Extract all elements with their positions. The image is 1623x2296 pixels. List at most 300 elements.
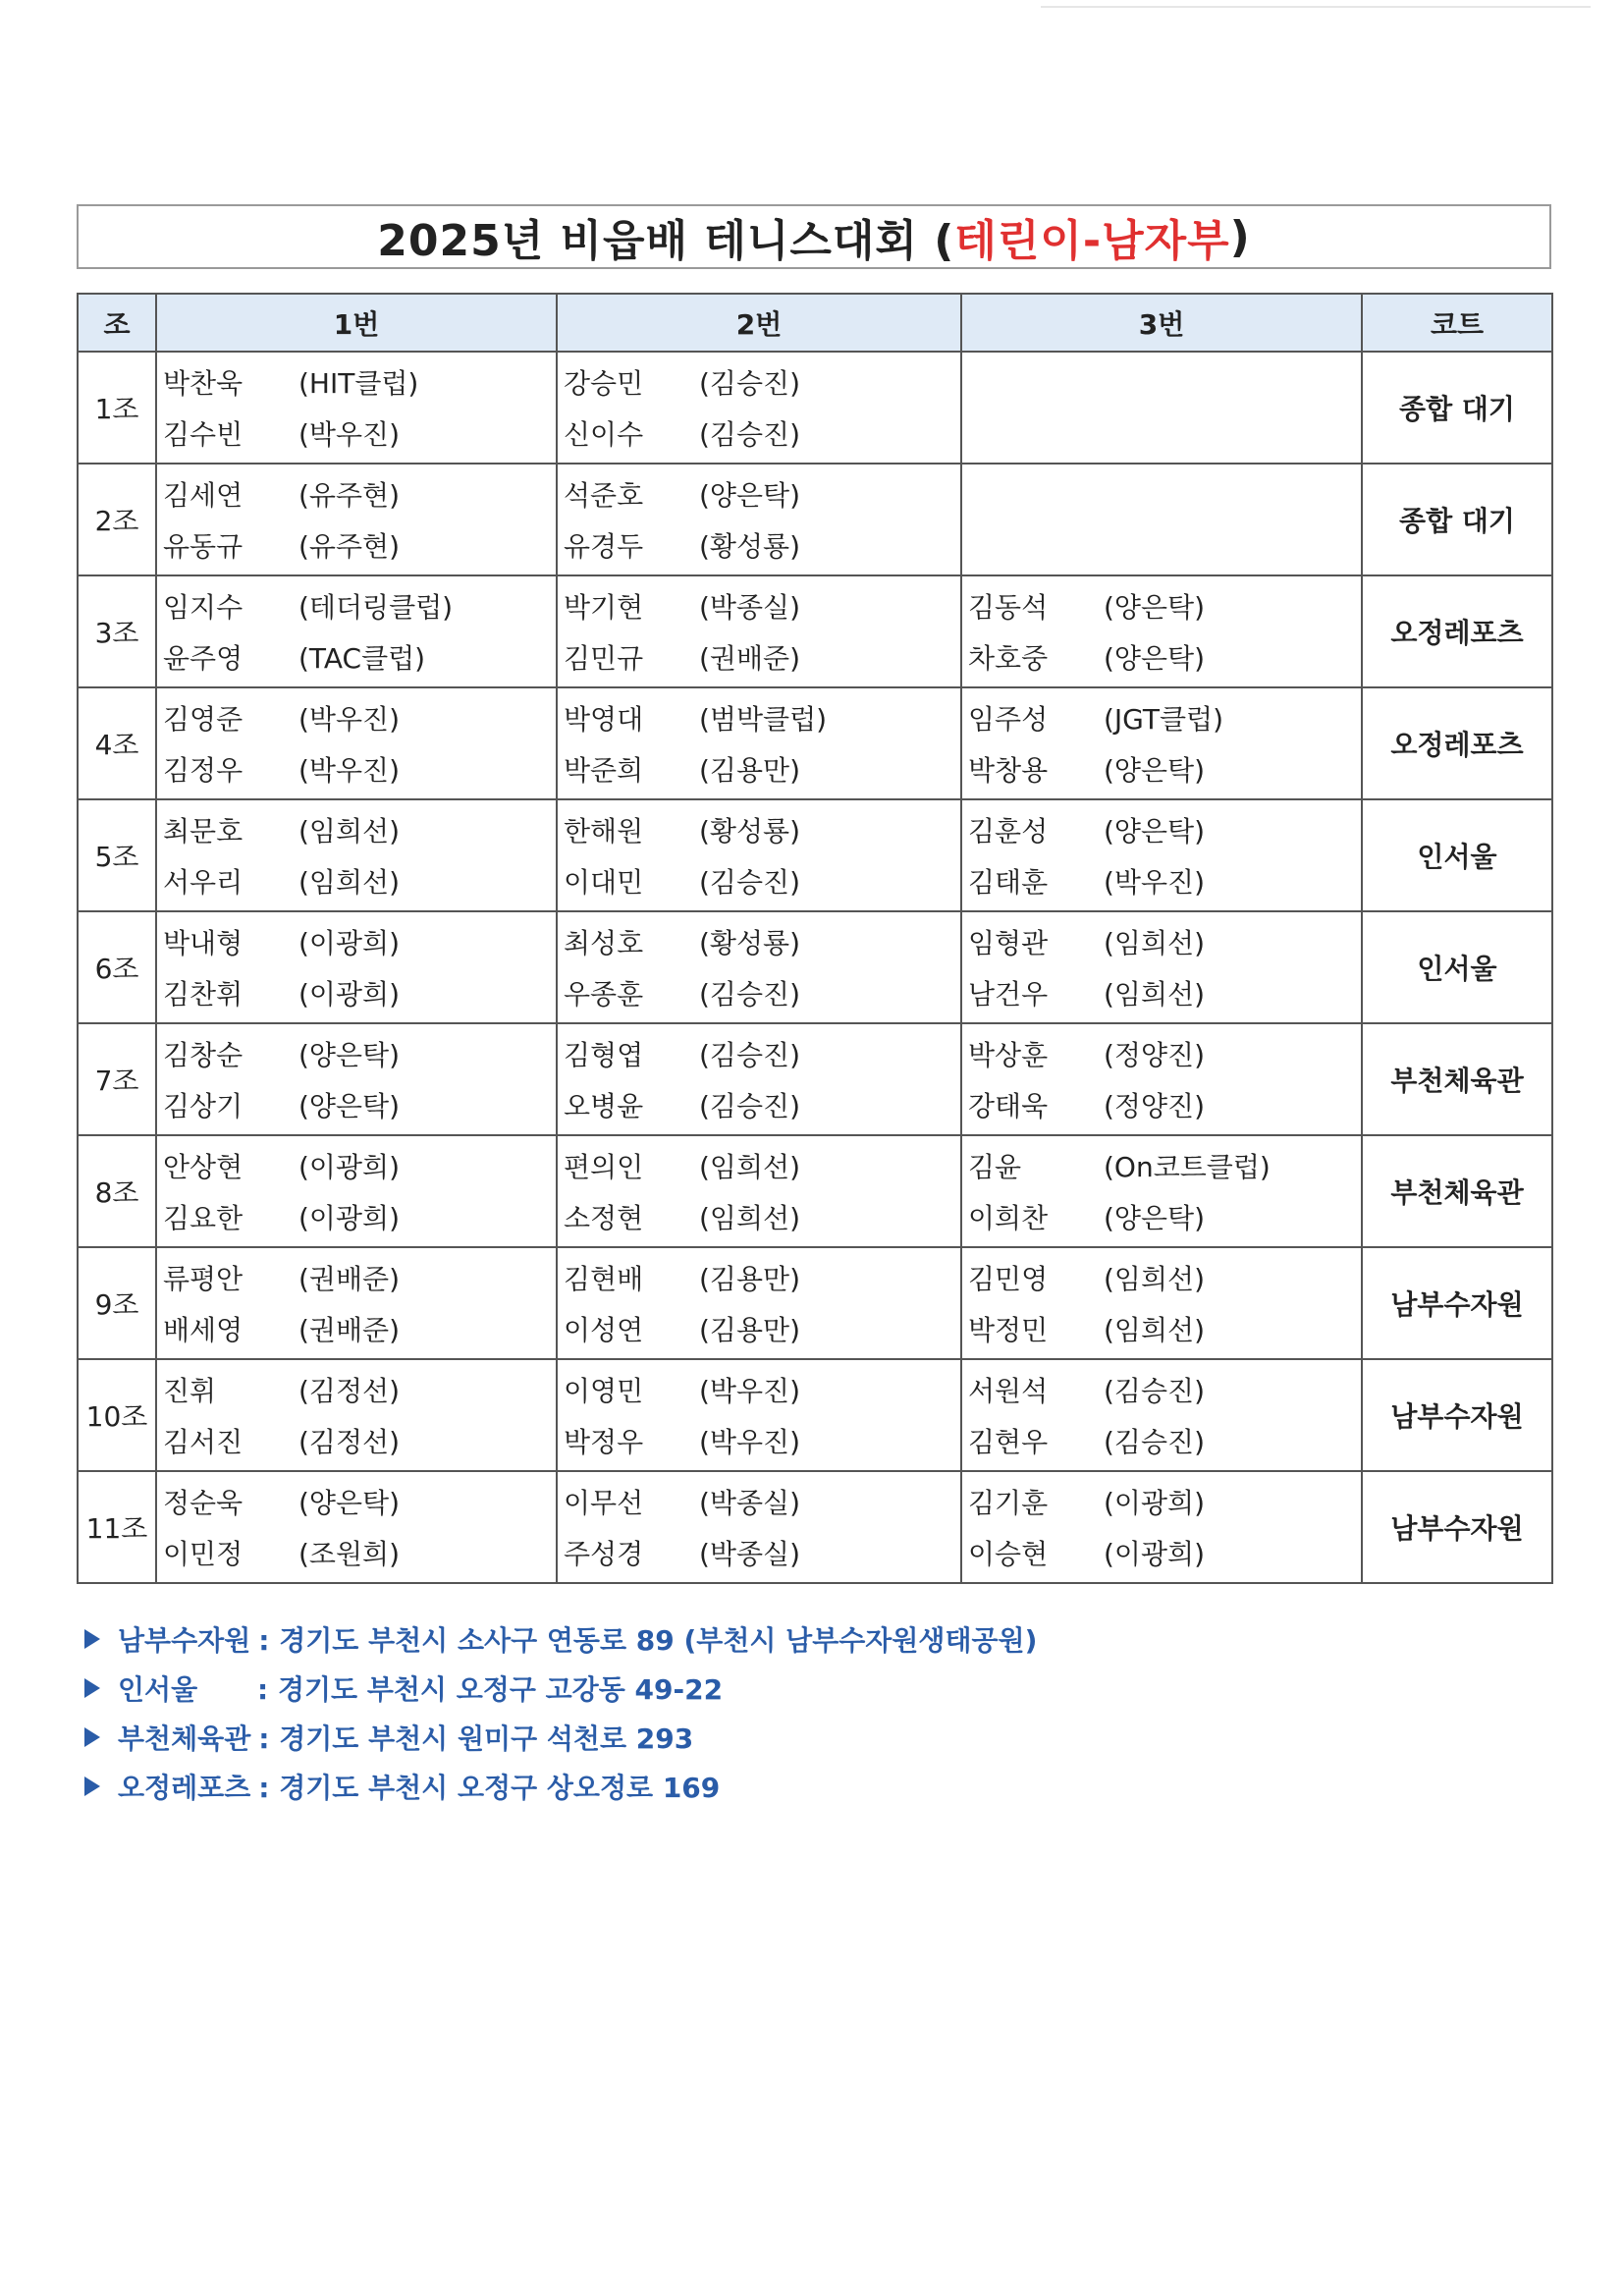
team-pair (157, 918, 556, 1016)
team-pair (157, 1030, 556, 1128)
location-address: : 경기도 부천시 원미구 석천로 293 (258, 1722, 694, 1755)
player-club: (박우진) (298, 703, 400, 736)
player-club: (김정선) (298, 1426, 400, 1458)
player-entry (163, 633, 550, 681)
player-entry (163, 806, 550, 853)
court-name: 인서울 (1362, 799, 1552, 911)
player-name: 안상현 (163, 1151, 243, 1183)
player-entry (564, 1305, 954, 1352)
team-slot-2 (557, 799, 961, 911)
team-slot-2 (557, 464, 961, 575)
player-club: (이광희) (1104, 1487, 1205, 1519)
player-entry (163, 969, 550, 1016)
location-name: 부천체육관 (118, 1722, 251, 1755)
team-pair (962, 1142, 1361, 1240)
team-slot-1 (156, 352, 557, 464)
player-entry (968, 582, 1355, 629)
player-name: 김영준 (163, 703, 243, 736)
player-entry (163, 1529, 550, 1576)
player-name: 최문호 (163, 815, 243, 847)
player-entry (163, 694, 550, 741)
player-entry (564, 1081, 954, 1128)
player-entry (163, 1478, 550, 1525)
player-entry (968, 1417, 1355, 1464)
player-name: 한해원 (564, 815, 644, 847)
player-entry (564, 1193, 954, 1240)
team-pair (962, 582, 1361, 681)
player-name: 김정우 (163, 754, 243, 787)
player-entry (968, 1193, 1355, 1240)
player-club: (TAC클럽) (298, 642, 426, 675)
player-name: 서우리 (163, 866, 243, 899)
court-name: 부천체육관 (1362, 1135, 1552, 1247)
player-name: 이희찬 (968, 1202, 1049, 1234)
group-label: 8조 (78, 1135, 156, 1247)
location-item (84, 1664, 1037, 1713)
group-row (78, 1135, 1552, 1247)
team-pair (962, 1366, 1361, 1464)
player-entry (564, 1366, 954, 1413)
player-club: (양은탁) (1104, 754, 1205, 787)
team-slot-3 (961, 1023, 1362, 1135)
team-slot-1 (156, 575, 557, 687)
triangle-right-icon (84, 1678, 100, 1698)
player-entry (163, 1417, 550, 1464)
player-club: (임희선) (298, 866, 400, 899)
player-name: 이성연 (564, 1314, 644, 1346)
title-close: ) (1229, 211, 1251, 262)
player-entry (564, 857, 954, 904)
player-entry (968, 694, 1355, 741)
player-club: (박종실) (699, 1487, 800, 1519)
player-club: (황성룡) (699, 530, 800, 563)
player-club: (On코트클럽) (1104, 1151, 1271, 1183)
player-entry (163, 918, 550, 965)
player-club: (이광희) (298, 1202, 400, 1234)
header-slot2: 2번 (557, 294, 961, 352)
location-address: : 경기도 부천시 오정구 상오정로 169 (258, 1772, 721, 1804)
team-pair (558, 358, 960, 457)
player-name: 이무선 (564, 1487, 644, 1519)
court-name: 오정레포츠 (1362, 687, 1552, 799)
player-entry (564, 470, 954, 518)
team-slot-2 (557, 1359, 961, 1471)
player-name: 임지수 (163, 591, 243, 624)
group-row (78, 799, 1552, 911)
player-name: 박창용 (968, 754, 1049, 787)
player-name: 박영대 (564, 703, 644, 736)
player-name: 소정현 (564, 1202, 644, 1234)
player-club: (박우진) (1104, 866, 1205, 899)
team-pair (157, 694, 556, 793)
player-entry (968, 1030, 1355, 1077)
team-pair (558, 1030, 960, 1128)
player-club: (임희선) (699, 1151, 800, 1183)
player-name: 박정민 (968, 1314, 1049, 1346)
player-name: 김훈성 (968, 815, 1049, 847)
team-pair (157, 1366, 556, 1464)
player-name: 남건우 (968, 978, 1049, 1011)
player-name: 김동석 (968, 591, 1049, 624)
player-name: 서원석 (968, 1375, 1049, 1407)
player-club: (유주현) (298, 479, 400, 512)
player-name: 박준희 (564, 754, 644, 787)
team-slot-3 (961, 464, 1362, 575)
player-entry (564, 918, 954, 965)
player-club: (박우진) (298, 418, 400, 451)
group-label: 7조 (78, 1023, 156, 1135)
team-pair (558, 582, 960, 681)
group-row (78, 1247, 1552, 1359)
player-entry (968, 918, 1355, 965)
court-name: 남부수자원 (1362, 1471, 1552, 1583)
player-name: 정순욱 (163, 1487, 243, 1519)
player-club: (박우진) (298, 754, 400, 787)
player-name: 김상기 (163, 1090, 243, 1122)
team-slot-3 (961, 575, 1362, 687)
team-slot-3 (961, 1247, 1362, 1359)
player-name: 김현우 (968, 1426, 1049, 1458)
group-row (78, 1359, 1552, 1471)
player-name: 김윤 (968, 1151, 1022, 1183)
player-club: (김용만) (699, 1263, 800, 1295)
team-pair (558, 1142, 960, 1240)
team-slot-3 (961, 352, 1362, 464)
player-name: 김서진 (163, 1426, 243, 1458)
player-club: (임희선) (699, 1202, 800, 1234)
player-club: (양은탁) (1104, 1202, 1205, 1234)
team-pair (157, 806, 556, 904)
team-slot-2 (557, 911, 961, 1023)
player-club: (양은탁) (1104, 642, 1205, 675)
player-club: (양은탁) (298, 1039, 400, 1071)
player-entry (163, 1305, 550, 1352)
player-entry (564, 694, 954, 741)
player-name: 박찬욱 (163, 367, 243, 400)
group-row (78, 1471, 1552, 1583)
team-pair (962, 694, 1361, 793)
team-slot-3 (961, 799, 1362, 911)
team-pair (157, 1254, 556, 1352)
group-row (78, 687, 1552, 799)
team-pair (558, 1478, 960, 1576)
player-club: (김승진) (1104, 1375, 1205, 1407)
player-name: 류평안 (163, 1263, 243, 1295)
player-name: 배세영 (163, 1314, 243, 1346)
court-name: 인서울 (1362, 911, 1552, 1023)
title-main: 2025년 비읍배 테니스대회 ( (377, 216, 955, 266)
player-club: (이광희) (298, 1151, 400, 1183)
team-slot-1 (156, 464, 557, 575)
player-club: (임희선) (1104, 1263, 1205, 1295)
group-row (78, 464, 1552, 575)
player-name: 오병윤 (564, 1090, 644, 1122)
player-entry (968, 1142, 1355, 1189)
player-entry (564, 1254, 954, 1301)
player-entry (564, 969, 954, 1016)
player-entry (564, 745, 954, 793)
player-club: (김승진) (699, 1090, 800, 1122)
team-pair (558, 694, 960, 793)
player-name: 김찬휘 (163, 978, 243, 1011)
title-division: 테린이-남자부 (954, 216, 1230, 266)
player-entry (163, 1081, 550, 1128)
header-group: 조 (78, 294, 156, 352)
player-entry (564, 806, 954, 853)
player-name: 김태훈 (968, 866, 1049, 899)
player-club: (이광희) (1104, 1538, 1205, 1570)
triangle-right-icon (84, 1629, 100, 1649)
player-entry (968, 633, 1355, 681)
player-entry (564, 1142, 954, 1189)
player-club: (권배준) (298, 1314, 400, 1346)
player-club: (김승진) (699, 978, 800, 1011)
group-label: 1조 (78, 352, 156, 464)
scan-artifact (1041, 6, 1591, 8)
player-name: 석준호 (564, 479, 644, 512)
player-name: 김현배 (564, 1263, 644, 1295)
player-club: (김승진) (1104, 1426, 1205, 1458)
player-club: (양은탁) (1104, 815, 1205, 847)
player-entry (163, 1366, 550, 1413)
player-entry (968, 1478, 1355, 1525)
player-club: (양은탁) (298, 1487, 400, 1519)
group-label: 9조 (78, 1247, 156, 1359)
player-name: 윤주영 (163, 642, 243, 675)
player-entry (163, 1193, 550, 1240)
group-label: 2조 (78, 464, 156, 575)
location-item (84, 1614, 1037, 1664)
header-court: 코트 (1362, 294, 1552, 352)
player-club: (권배준) (298, 1263, 400, 1295)
team-slot-3 (961, 687, 1362, 799)
player-entry (564, 521, 954, 569)
team-slot-2 (557, 1023, 961, 1135)
player-name: 박정우 (564, 1426, 644, 1458)
player-entry (564, 1529, 954, 1576)
player-club: (이광희) (298, 978, 400, 1011)
player-club: (유주현) (298, 530, 400, 563)
team-slot-2 (557, 575, 961, 687)
team-slot-1 (156, 1023, 557, 1135)
player-club: (정양진) (1104, 1039, 1205, 1071)
team-pair (962, 1478, 1361, 1576)
team-slot-1 (156, 1247, 557, 1359)
team-pair (157, 470, 556, 569)
player-entry (163, 1254, 550, 1301)
location-name: 오정레포츠 (118, 1772, 251, 1804)
court-name: 부천체육관 (1362, 1023, 1552, 1135)
header-slot1: 1번 (156, 294, 557, 352)
player-club: (임희선) (1104, 1314, 1205, 1346)
player-club: (HIT클럽) (298, 367, 419, 400)
group-row (78, 911, 1552, 1023)
team-slot-3 (961, 1471, 1362, 1583)
player-entry (564, 582, 954, 629)
player-entry (163, 1030, 550, 1077)
group-label: 10조 (78, 1359, 156, 1471)
team-pair (962, 918, 1361, 1016)
group-label: 3조 (78, 575, 156, 687)
player-name: 주성경 (564, 1538, 644, 1570)
player-club: (박우진) (699, 1375, 800, 1407)
player-club: (김승진) (699, 866, 800, 899)
court-name: 오정레포츠 (1362, 575, 1552, 687)
player-club: (양은탁) (1104, 591, 1205, 624)
triangle-right-icon (84, 1727, 100, 1747)
player-club: (권배준) (699, 642, 800, 675)
group-label: 4조 (78, 687, 156, 799)
team-slot-1 (156, 687, 557, 799)
player-name: 박기현 (564, 591, 644, 624)
header-row (78, 294, 1552, 352)
team-pair (157, 358, 556, 457)
team-slot-2 (557, 1471, 961, 1583)
court-name: 종합 대기 (1362, 352, 1552, 464)
player-entry (564, 358, 954, 406)
draw-table (77, 293, 1553, 1584)
player-name: 박상훈 (968, 1039, 1049, 1071)
team-pair (558, 1254, 960, 1352)
team-pair (962, 806, 1361, 904)
player-entry (564, 1030, 954, 1077)
player-name: 이대민 (564, 866, 644, 899)
player-club: (박종실) (699, 1538, 800, 1570)
team-pair (962, 1030, 1361, 1128)
team-pair (558, 918, 960, 1016)
player-club: (임희선) (1104, 927, 1205, 959)
player-club: (김용만) (699, 1314, 800, 1346)
player-club: (범박클럽) (699, 703, 828, 736)
location-item (84, 1762, 1037, 1811)
player-club: (테더링클럽) (298, 591, 454, 624)
player-club: (정양진) (1104, 1090, 1205, 1122)
player-club: (박종실) (699, 591, 800, 624)
player-name: 김수빈 (163, 418, 243, 451)
player-entry (564, 633, 954, 681)
player-name: 김민규 (564, 642, 644, 675)
player-entry (163, 470, 550, 518)
team-slot-2 (557, 687, 961, 799)
player-entry (968, 745, 1355, 793)
player-club: (김용만) (699, 754, 800, 787)
team-slot-1 (156, 1471, 557, 1583)
group-row (78, 1023, 1552, 1135)
player-name: 강태욱 (968, 1090, 1049, 1122)
team-pair (558, 806, 960, 904)
location-address: : 경기도 부천시 오정구 고강동 49-22 (257, 1673, 724, 1706)
team-slot-2 (557, 352, 961, 464)
court-name: 종합 대기 (1362, 464, 1552, 575)
player-name: 김요한 (163, 1202, 243, 1234)
player-entry (163, 857, 550, 904)
player-entry (163, 582, 550, 629)
player-name: 임주성 (968, 703, 1049, 736)
player-name: 김기훈 (968, 1487, 1049, 1519)
page-title (77, 204, 1551, 269)
team-pair (157, 582, 556, 681)
team-slot-3 (961, 1359, 1362, 1471)
location-name: 남부수자원 (118, 1624, 251, 1657)
triangle-right-icon (84, 1777, 100, 1796)
team-pair (558, 470, 960, 569)
player-name: 신이수 (564, 418, 644, 451)
team-slot-2 (557, 1247, 961, 1359)
player-club: (이광희) (298, 927, 400, 959)
group-row (78, 575, 1552, 687)
group-label: 11조 (78, 1471, 156, 1583)
player-entry (564, 1417, 954, 1464)
player-name: 김민영 (968, 1263, 1049, 1295)
group-label: 5조 (78, 799, 156, 911)
player-name: 강승민 (564, 367, 644, 400)
player-name: 김세연 (163, 479, 243, 512)
team-pair (157, 1142, 556, 1240)
team-slot-1 (156, 799, 557, 911)
player-club: (JGT클럽) (1104, 703, 1224, 736)
player-club: (김승진) (699, 367, 800, 400)
player-club: (박우진) (699, 1426, 800, 1458)
team-slot-2 (557, 1135, 961, 1247)
player-club: (김정선) (298, 1375, 400, 1407)
player-name: 편의인 (564, 1151, 644, 1183)
player-entry (163, 521, 550, 569)
team-slot-1 (156, 1359, 557, 1471)
player-entry (968, 1305, 1355, 1352)
player-club: (김승진) (699, 418, 800, 451)
player-entry (968, 1081, 1355, 1128)
location-name: 인서울 (118, 1673, 198, 1706)
player-entry (968, 1529, 1355, 1576)
team-pair (962, 1254, 1361, 1352)
court-name: 남부수자원 (1362, 1359, 1552, 1471)
team-pair (558, 1366, 960, 1464)
player-name: 이영민 (564, 1375, 644, 1407)
player-name: 우종훈 (564, 978, 644, 1011)
header-slot3: 3번 (961, 294, 1362, 352)
group-row (78, 352, 1552, 464)
player-entry (163, 745, 550, 793)
player-club: (김승진) (699, 1039, 800, 1071)
player-name: 이민정 (163, 1538, 243, 1570)
player-entry (968, 969, 1355, 1016)
group-label: 6조 (78, 911, 156, 1023)
player-name: 유경두 (564, 530, 644, 563)
player-name: 박내형 (163, 927, 243, 959)
team-slot-3 (961, 911, 1362, 1023)
player-entry (163, 410, 550, 457)
player-name: 진휘 (163, 1375, 217, 1407)
player-name: 이승현 (968, 1538, 1049, 1570)
team-slot-3 (961, 1135, 1362, 1247)
team-pair (157, 1478, 556, 1576)
player-club: (임희선) (1104, 978, 1205, 1011)
player-entry (564, 410, 954, 457)
player-name: 김창순 (163, 1039, 243, 1071)
player-entry (968, 806, 1355, 853)
team-slot-1 (156, 1135, 557, 1247)
player-name: 차호중 (968, 642, 1049, 675)
player-entry (968, 857, 1355, 904)
player-club: (황성룡) (699, 927, 800, 959)
player-entry (968, 1254, 1355, 1301)
player-entry (163, 358, 550, 406)
player-entry (968, 1366, 1355, 1413)
player-club: (양은탁) (298, 1090, 400, 1122)
player-name: 임형관 (968, 927, 1049, 959)
player-club: (임희선) (298, 815, 400, 847)
player-name: 유동규 (163, 530, 243, 563)
